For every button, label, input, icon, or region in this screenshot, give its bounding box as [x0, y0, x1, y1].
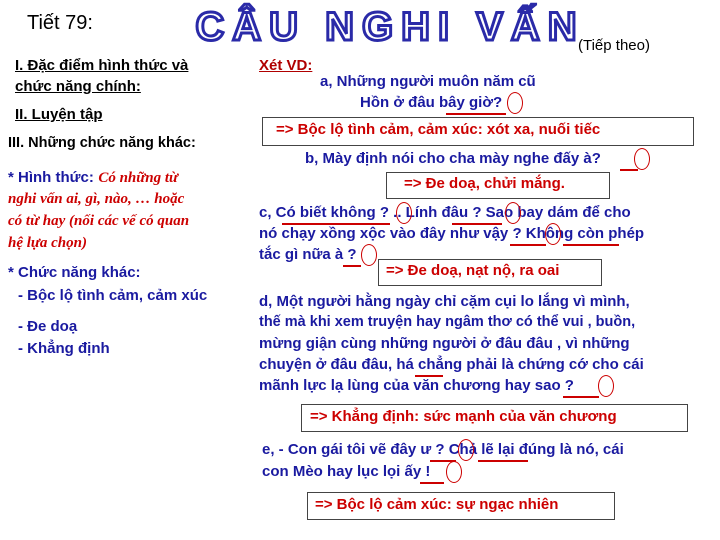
example-d-line-1: d, Một người hằng ngày chỉ cặm cụi lo lắng vì mình,: [259, 293, 630, 310]
question-mark-circle: [458, 439, 474, 461]
example-c-line-2: nó chạy xồng xộc vào đây như vậy ? Không còn phép: [259, 225, 645, 242]
question-mark-circle: [634, 148, 650, 170]
example-d-line-4: chuyện ở đâu đâu, há chẳng phải là chứng cớ cho cái: [259, 356, 644, 373]
underline-mark: [478, 460, 528, 462]
example-e-line-1: e, - Con gái tôi vẽ đây ư ? Chả lẽ lại đúng là nó, cái: [262, 441, 624, 458]
function-item-assert: - Khẳng định: [18, 340, 110, 357]
exclamation-mark-circle: [446, 461, 462, 483]
section-1-line-1: I. Đặc điểm hình thức và: [15, 57, 189, 74]
section-1-line-2: chức năng chính:: [15, 78, 141, 95]
result-e: => Bộc lộ cảm xúc: sự ngạc nhiên: [315, 496, 559, 513]
underline-mark: [282, 223, 390, 225]
underline-mark: [510, 244, 546, 246]
banner-title: [150, 2, 630, 48]
underline-mark: [446, 113, 506, 115]
form-label: * Hình thức:: [8, 169, 94, 186]
lesson-label: Tiết 79:: [27, 12, 93, 34]
question-mark-circle: [507, 92, 523, 114]
function-label: * Chức năng khác:: [8, 264, 141, 281]
form-line-1: [8, 169, 178, 187]
question-mark-circle: [505, 202, 521, 224]
underline-mark: [343, 265, 361, 267]
question-mark-circle: [361, 244, 377, 266]
underline-mark: [415, 375, 443, 377]
question-mark-circle: [545, 223, 561, 245]
example-b-line: b, Mày định nói cho cha mày nghe đấy à?: [305, 150, 601, 167]
svg-text:CÂU NGHI VẤN: CÂU NGHI VẤN: [195, 5, 585, 48]
example-c-line-3: tắc gì nữa à ?: [259, 246, 357, 263]
example-d-line-5: mãnh lực lạ lùng của văn chương hay sao ?: [259, 377, 574, 394]
form-text-4: hệ lựa chọn): [8, 235, 87, 251]
result-b: => Đe doạ, chửi mắng.: [404, 175, 565, 192]
form-text-1: Có những từ: [98, 170, 178, 186]
continued-label: (Tiếp theo): [578, 37, 650, 54]
question-mark-circle: [396, 202, 412, 224]
section-2: II. Luyện tập: [15, 106, 103, 123]
underline-mark: [420, 482, 444, 484]
result-a: => Bộc lộ tình cảm, cảm xúc: xót xa, nuối tiếc: [276, 121, 601, 138]
underline-mark: [452, 223, 502, 225]
result-d: => Khẳng định: sức mạnh của văn chương: [310, 408, 617, 425]
example-d-line-2: thế mà khi xem truyện hay ngâm thơ có thể vui , buồn,: [259, 314, 636, 330]
form-text-3: có từ hay (nối các vế có quan: [8, 213, 190, 229]
form-text-2: nghi vấn ai, gì, nào, … hoặc: [8, 191, 185, 207]
function-item-threat: - Đe doạ: [18, 318, 78, 335]
example-c-line-1: c, Có biết không ? .. Lính đâu ? Sao bay dám để cho: [259, 204, 631, 221]
example-label: Xét VD:: [259, 57, 313, 74]
function-item-emotion: - Bộc lộ tình cảm, cảm xúc: [18, 287, 208, 304]
section-3: III. Những chức năng khác:: [8, 135, 196, 151]
example-e-line-2: con Mèo hay lục lọi ấy !: [262, 463, 431, 480]
example-a-line-2: Hồn ở đâu bây giờ?: [360, 94, 503, 111]
example-d-line-3: mừng giận cùng những người ở đâu đâu , vì những: [259, 335, 630, 352]
underline-mark: [563, 244, 619, 246]
example-a-line-1: a, Những người muôn năm cũ: [320, 73, 536, 90]
question-mark-circle: [598, 375, 614, 397]
underline-mark: [563, 396, 599, 398]
result-c: => Đe doạ, nạt nộ, ra oai: [386, 262, 560, 279]
underline-mark: [620, 169, 638, 171]
